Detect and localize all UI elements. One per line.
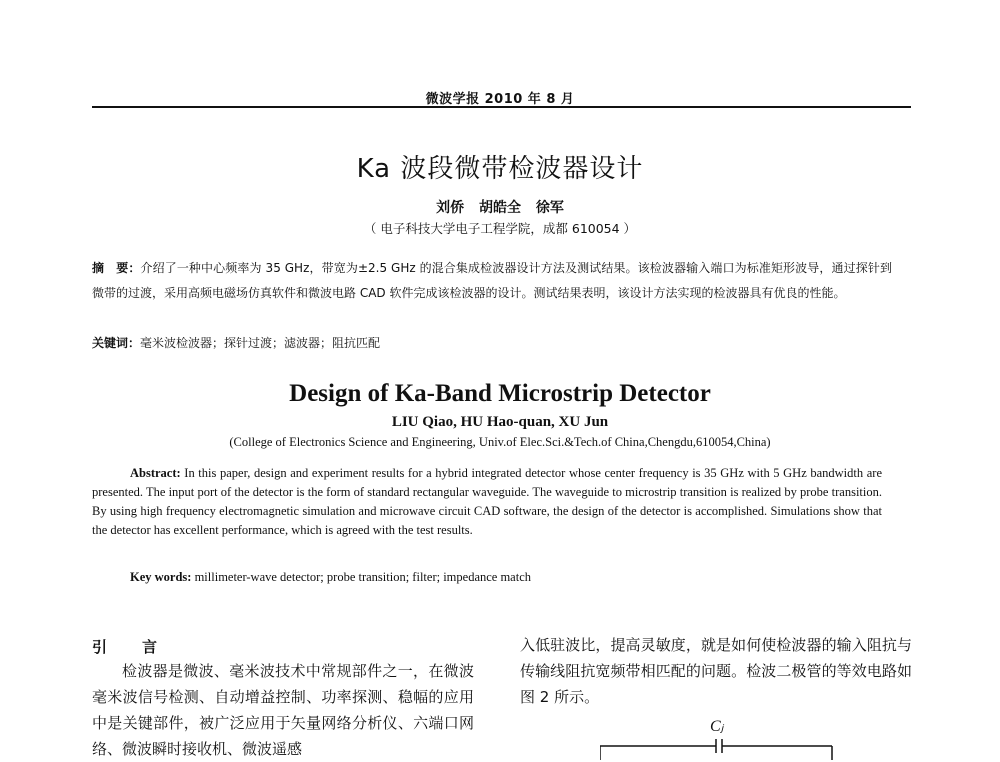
chinese-affiliation: （ 电子科技大学电子工程学院，成都 610054 ） <box>363 221 637 236</box>
chinese-title: Ka 波段微带检波器设计 <box>356 154 644 184</box>
chinese-keywords-text: 毫米波检波器；探针过渡；滤波器；阻抗匹配 <box>140 336 381 350</box>
chinese-abstract <box>92 256 892 306</box>
capacitor-label: Cⱼ <box>710 718 724 735</box>
right-column-paragraph: 入低驻波比，提高灵敏度，就是如何使检波器的输入阻抗与传输线阻抗宽频带相匹配的问题。检波二极管的等效电路如图 2 所示。 <box>520 636 912 706</box>
chinese-abstract-label: 摘 要： <box>92 261 141 275</box>
english-keywords-label: Key words: <box>130 570 192 584</box>
diode-equivalent-circuit-figure <box>600 730 840 760</box>
english-authors: LIU Qiao, HU Hao-quan, XU Jun <box>391 414 609 430</box>
chinese-abstract-text: 介绍了一种中心频率为 35 GHz，带宽为±2.5 GHz 的混合集成检波器设计方法及测试结果。该检波器输入端口为标准矩形波导，通过探针到微带的过渡，采用高频电磁场仿真软件和微波电路 CAD 软件完成该检波器的设计。测试结果表明，该设计方法实现的检波器具有优良的性能。 <box>92 261 892 300</box>
english-title: Design of Ka-Band Microstrip Detector <box>289 380 711 407</box>
english-abstract-text: In this paper, design and experiment results for a hybrid integrated detector whose center frequency is 35 GHz with 5 GHz bandwidth are presented. The input port of the detector is the form of standard rectangular waveguide. The waveguide to microstrip transition is realized by probe transition. By using high frequency electromagnetic simulation and microwave circuit CAD software, the design of the detector is accomplished. Simulations show that the detector has excellent performance, which is agreed with the test results. <box>92 466 882 537</box>
left-column-paragraph: 检波器是微波、毫米波技术中常规部件之一，在微波毫米波信号检测、自动增益控制、功率探测、稳幅的应用中是关键部件，被广泛应用于矢量网络分析仪、六端口网络、微波瞬时接收机、微波遥感 <box>92 662 474 758</box>
header-rule <box>92 106 911 108</box>
section-heading-introduction: 引 言 <box>92 638 168 656</box>
english-keywords-text: millimeter-wave detector; probe transition; filter; impedance match <box>191 570 532 584</box>
english-keywords <box>130 570 890 585</box>
chinese-authors: 刘侨 胡皓全 徐军 <box>436 200 564 216</box>
chinese-keywords-label: 关键词： <box>92 336 141 350</box>
english-abstract-label: Abstract: <box>130 466 181 480</box>
journal-header: 微波学报 2010 年 8 月 <box>425 92 575 107</box>
english-abstract <box>92 464 882 540</box>
english-affiliation: (College of Electronics Science and Engineering, Univ.of Elec.Sci.&Tech.of China,Chengdu,610054,China) <box>229 435 771 449</box>
chinese-keywords <box>92 333 892 353</box>
